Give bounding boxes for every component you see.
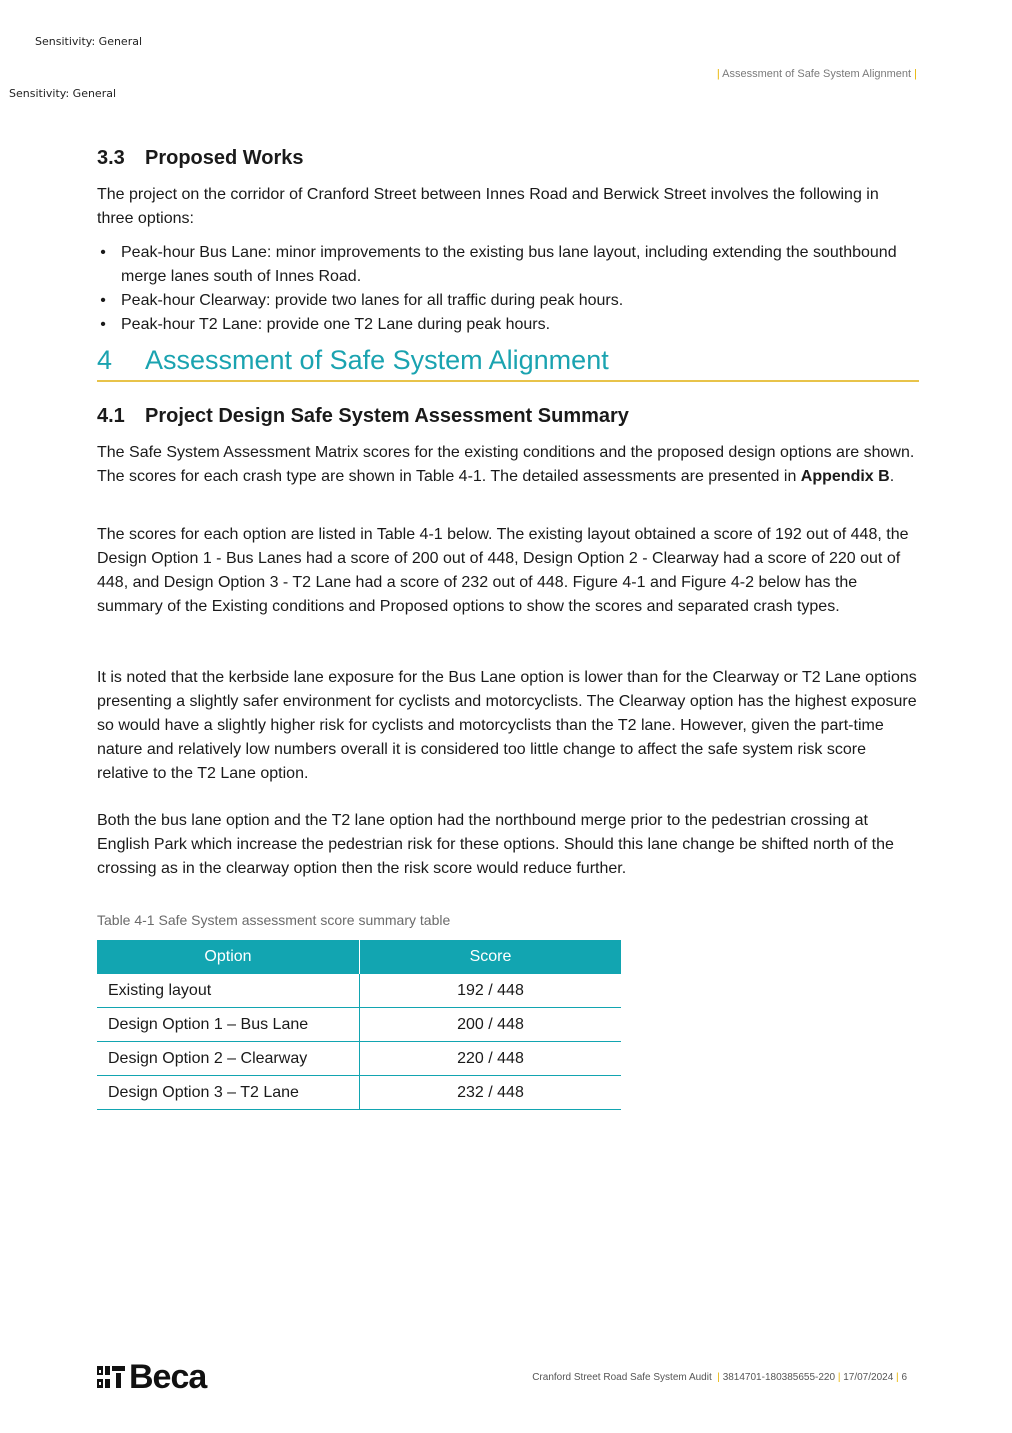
table-row — [97, 974, 621, 1008]
table-row — [97, 1008, 621, 1042]
separator: | — [714, 1372, 723, 1383]
running-header — [717, 68, 917, 80]
section-heading-4-1 — [97, 405, 919, 428]
chapter-number: 4 — [97, 345, 113, 375]
option-cell: Design Option 2 – Clearway — [97, 1042, 360, 1076]
bullet-icon: • — [100, 244, 106, 261]
footer-doc-id: 3814701-180385655-220 — [722, 1372, 836, 1383]
score-cell: 192 / 448 — [360, 974, 622, 1008]
list-item: • Peak-hour Clearway: provide two lanes for all traffic during peak hours. — [97, 289, 919, 313]
column-header-option: Option — [97, 940, 360, 974]
paragraph-kerbside: It is noted that the kerbside lane exposure for the Bus Lane option is lower than for the Clearway or T2 Lane options presenting a slightly safer environment for cyclists and motorcyclists. The Clearway option has the highest exposure so would have a slightly higher risk for cyclists and motorcyclists than the T2 lane. However, given the part-time nature and relatively low numbers overall it is considered too little change to affect the safe system risk score relative to the T2 Lane option. — [97, 669, 917, 782]
section-number: 3.3 — [97, 147, 125, 169]
paragraph-merge: Both the bus lane option and the T2 lane option had the northbound merge prior to the pedestrian crossing at English Park which increase the pedestrian risk for these options. Should this lane change be shifted north of the crossing as in the clearway option then the risk score would reduce further. — [97, 812, 894, 877]
footer-date: 17/07/2024 — [843, 1372, 894, 1383]
section-title: Project Design Safe System Assessment Summary — [145, 405, 629, 427]
bullet-icon: • — [100, 292, 106, 309]
sensitivity-label: Sensitivity: General — [35, 35, 143, 48]
table-row — [97, 1076, 621, 1110]
table-caption: Table 4-1 Safe System assessment score summary table — [97, 912, 451, 928]
logo-wordmark: Beca — [129, 1358, 207, 1396]
beca-logo-icon — [97, 1364, 125, 1390]
separator: | — [914, 68, 917, 80]
section-number: 4.1 — [97, 405, 125, 427]
paragraph-scores: The scores for each option are listed in Table 4-1 below. The existing layout obtained a score of 192 out of 448, the Design Option 1 - Bus Lanes had a score of 200 out of 448, Design Option 2 - Clearway had a score of 220 out of 448, and Design Option 3 - T2 Lane had a score of 232 out of 448. Figure 4-1 and Figure 4-2 below has the summary of the Existing conditions and Proposed options to show the scores and separated crash types. — [97, 526, 909, 615]
section-heading-3-3 — [97, 147, 919, 170]
company-logo — [97, 1358, 207, 1396]
score-cell: 220 / 448 — [360, 1042, 622, 1076]
page-footer — [532, 1372, 907, 1383]
paragraph-project: The project on the corridor of Cranford Street between Innes Road and Berwick Street involves the following in three options: — [97, 186, 879, 227]
list-item: • Peak-hour Bus Lane: minor improvements to the existing bus lane layout, including extending the southbound merge lanes south of Innes Road. — [97, 241, 919, 289]
chapter-divider — [97, 380, 919, 382]
score-summary-table — [97, 940, 621, 1110]
option-cell: Existing layout — [97, 974, 360, 1008]
table-header-row — [97, 940, 621, 974]
footer-title: Cranford Street Road Safe System Audit — [532, 1372, 712, 1383]
chapter-title: Assessment of Safe System Alignment — [145, 345, 609, 375]
separator: | — [837, 1372, 844, 1383]
section-title: Proposed Works — [145, 147, 304, 169]
list-item: • Peak-hour T2 Lane: provide one T2 Lane during peak hours. — [97, 313, 919, 337]
chapter-heading-4 — [97, 342, 919, 378]
option-cell: Design Option 3 – T2 Lane — [97, 1076, 360, 1110]
footer-page-number: 6 — [901, 1372, 907, 1383]
paragraph-intro: The Safe System Assessment Matrix scores for the existing conditions and the proposed design options are shown. The scores for each crash type are shown in Table 4-1. The detailed assessments are presented in Appendix B. — [97, 444, 915, 485]
options-list — [97, 241, 919, 337]
running-header-title: Assessment of Safe System Alignment — [722, 68, 912, 80]
score-cell: 200 / 448 — [360, 1008, 622, 1042]
score-cell: 232 / 448 — [360, 1076, 622, 1110]
separator: | — [896, 1372, 902, 1383]
column-header-score: Score — [360, 940, 622, 974]
option-cell: Design Option 1 – Bus Lane — [97, 1008, 360, 1042]
bullet-icon: • — [100, 316, 106, 333]
table-row — [97, 1042, 621, 1076]
sensitivity-label: Sensitivity: General — [9, 87, 117, 100]
appendix-reference: Appendix B — [800, 468, 890, 485]
separator: | — [716, 68, 720, 80]
